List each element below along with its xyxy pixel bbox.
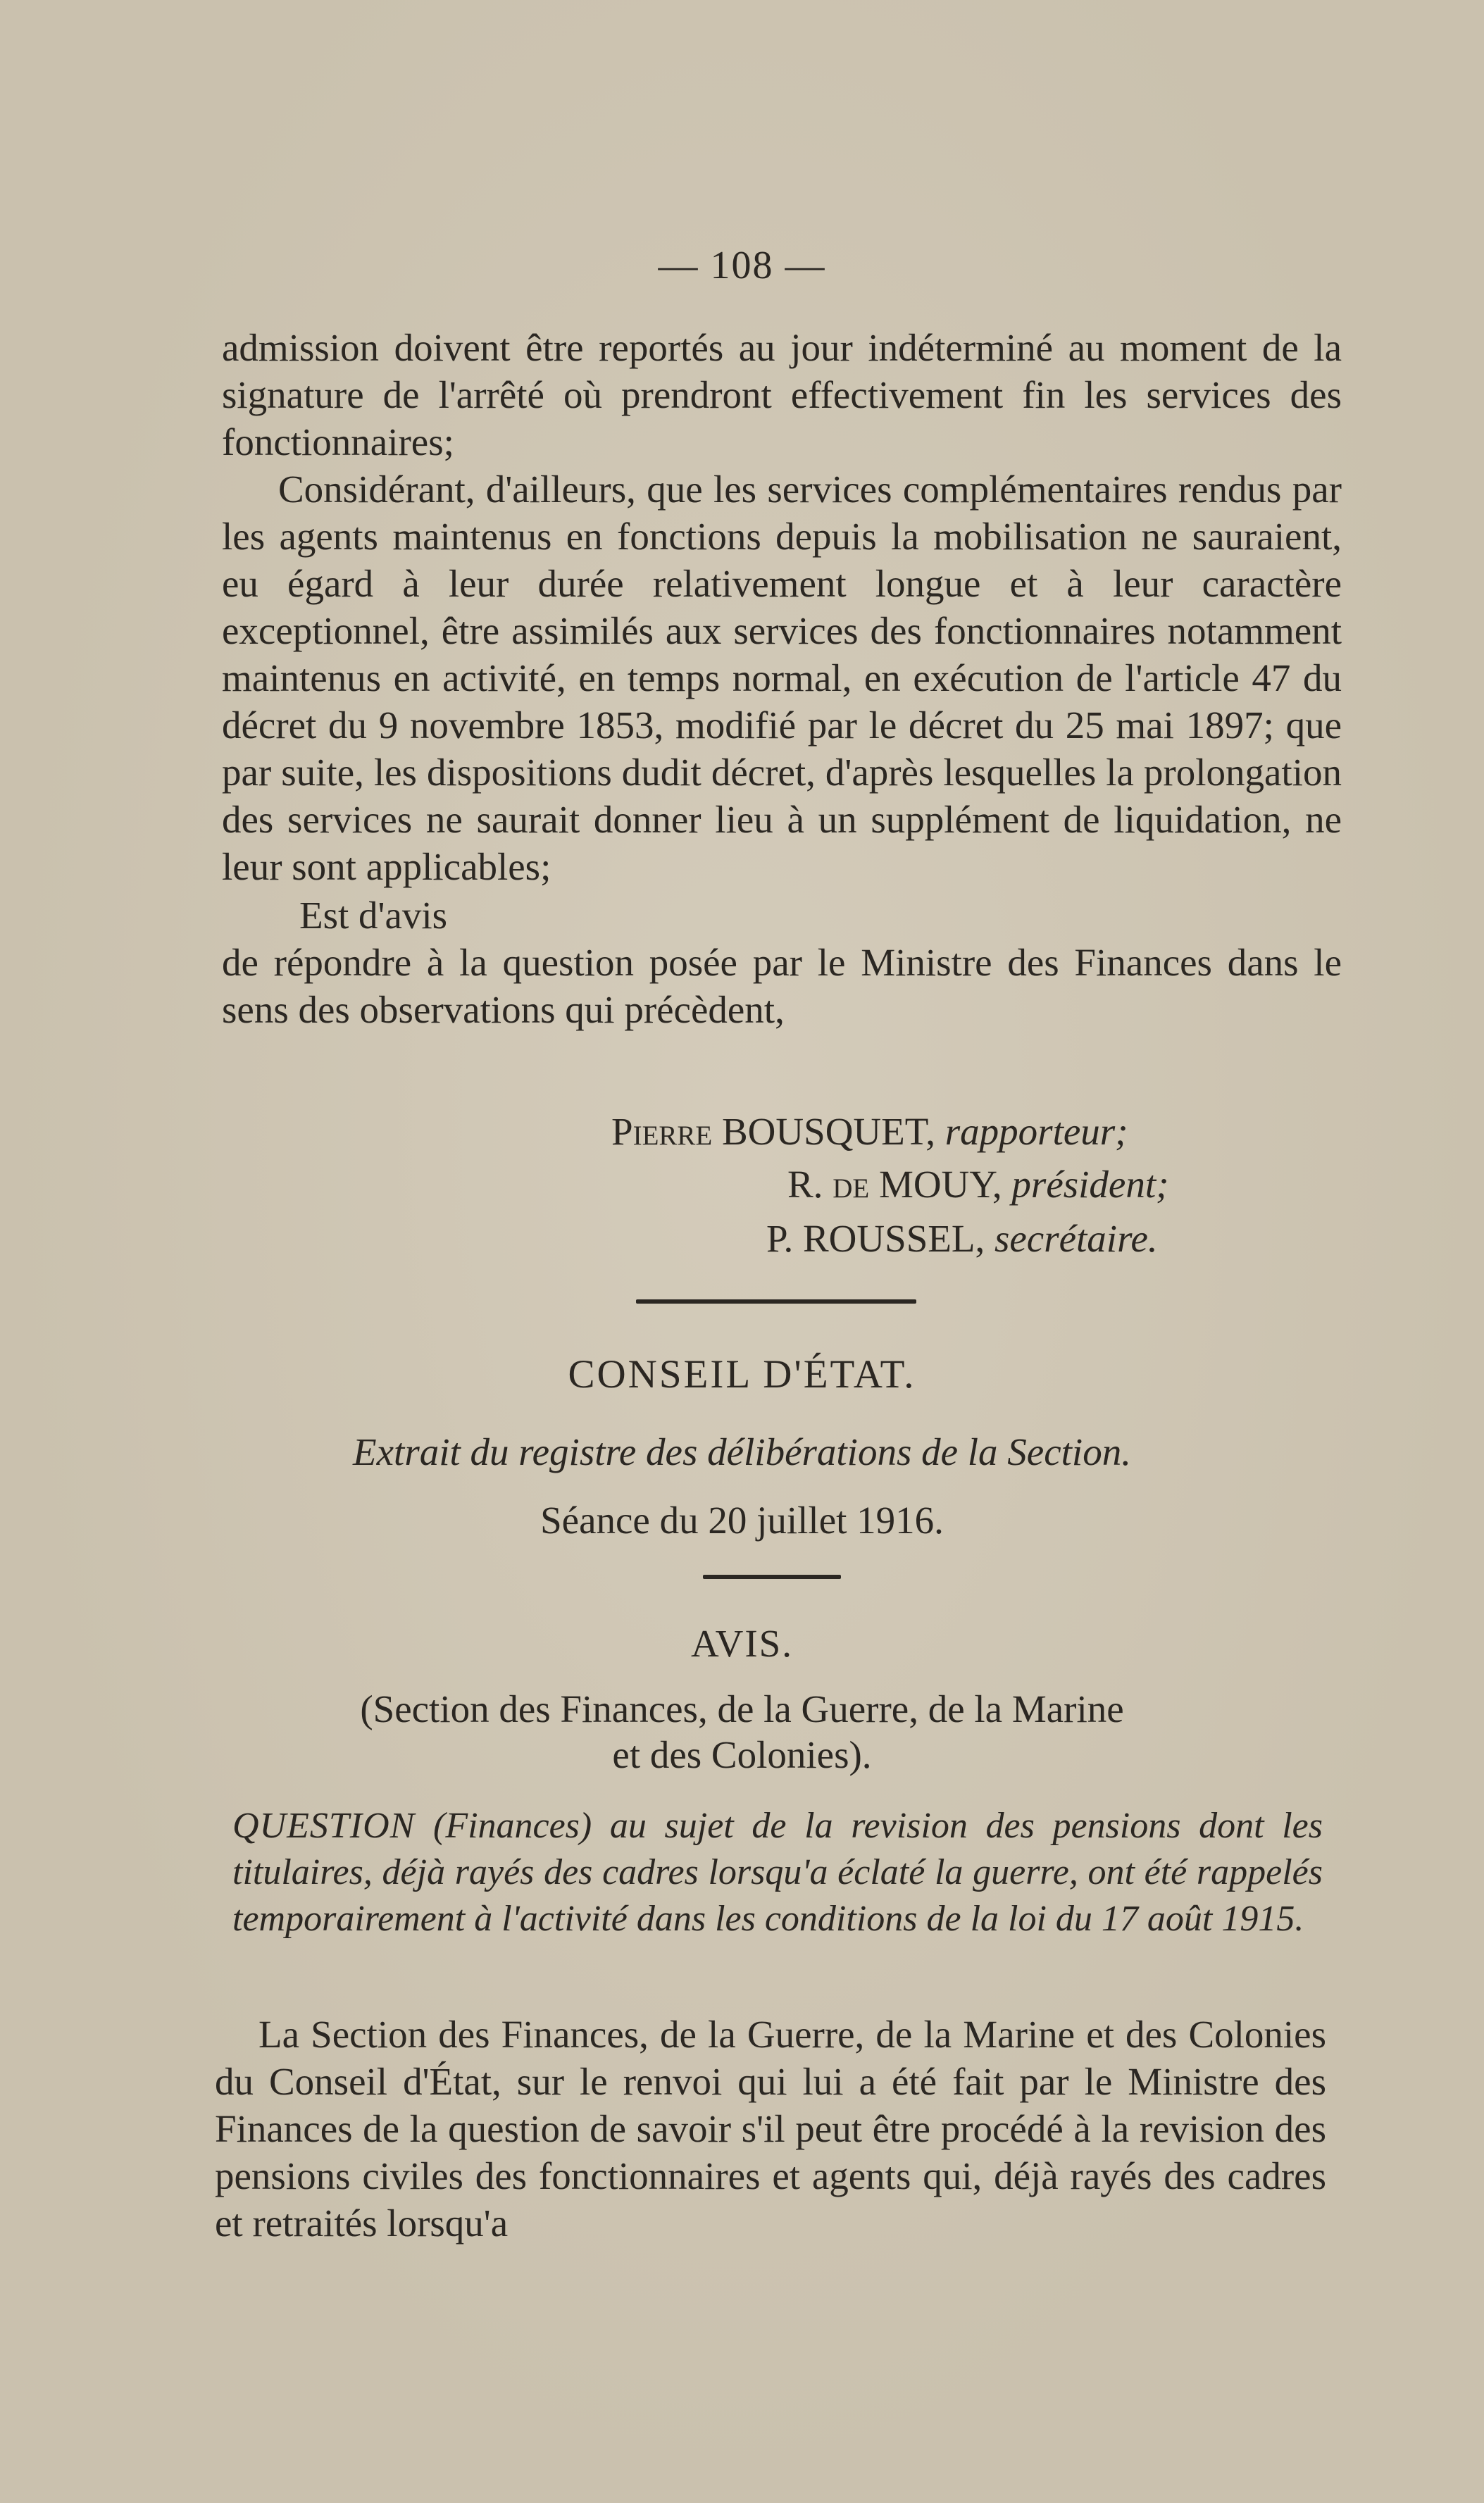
signature-secretaire — [766, 1215, 1158, 1262]
page-number: — 108 — — [658, 244, 826, 287]
signature-role: rapporteur; — [944, 1110, 1128, 1153]
section-divider-long — [636, 1299, 916, 1304]
signature-first-name: Pierre — [611, 1110, 713, 1153]
section-line-1: (Section des Finances, de la Guerre, de la Marine — [360, 1687, 1124, 1730]
signature-initial: R. — [787, 1163, 833, 1206]
signature-surname: BOUSQUET, — [712, 1110, 945, 1153]
body-text-top — [222, 324, 1342, 1033]
section-divider-short — [703, 1575, 841, 1579]
session-date: Séance du 20 juillet 1916. — [540, 1499, 944, 1542]
signature-surname: MOUY, — [869, 1163, 1012, 1206]
paragraph-admission: admission doivent être reportés au jour indéterminé au moment de la signature de l'arrêté où prendront effectivement fin les services des fonctionnaires; — [222, 326, 1342, 463]
question-text: (Finances) au sujet de la revision des pensions dont les titulaires, déjà rayés des cadres lorsqu'a éclaté la guerre, ont été rappelés temporairement à l'activité dans les conditions de la loi du 17 août 1915. — [232, 1806, 1323, 1939]
body-text-bottom — [215, 2011, 1326, 2247]
question-block — [232, 1803, 1323, 1942]
section-title: CONSEIL D'ÉTAT. — [568, 1352, 916, 1397]
paragraph-repondre: de répondre à la question posée par le Ministre des Finances dans le sens des observations qui précèdent, — [222, 941, 1342, 1031]
paragraph-section-finances: La Section des Finances, de la Guerre, de la Marine et des Colonies du Conseil d'État, sur le renvoi qui lui a été fait par le Ministre des Finances de la question de savoir s'il peut être procédé à la revision des pensions civiles des fonctionnaires et agents qui, déjà rayés des cadres et retraités lorsqu'a — [215, 2013, 1326, 2245]
avis-heading: Est d'avis — [299, 894, 448, 937]
signature-particle: de — [833, 1163, 870, 1206]
signature-role: président; — [1011, 1163, 1169, 1206]
signature-role: secrétaire. — [994, 1217, 1158, 1260]
avis-title: AVIS. — [690, 1622, 793, 1665]
signature-surname: P. ROUSSEL, — [766, 1217, 994, 1260]
question-lead: QUESTION — [232, 1806, 416, 1846]
section-subtitle: Extrait du registre des délibérations de la Section. — [353, 1430, 1131, 1473]
paragraph-considerant: Considérant, d'ailleurs, que les services complémentaires rendus par les agents maintenus en fonctions depuis la mobilisation ne sauraient, eu égard à leur durée relativement longue et à leur caractère exceptionnel, être assimilés aux services des fonctionnaires notamment maintenus en activité, en temps normal, en exécution de l'article 47 du décret du 9 novembre 1853, modifié par le décret du 25 mai 1897; que par suite, les dispositions dudit décret, d'après lesquelles la prolongation des services ne saurait donner lieu à un supplément de liquidation, ne leur sont applicables; — [222, 468, 1342, 888]
section-line-2: et des Colonies). — [612, 1733, 872, 1776]
question-paragraph — [232, 1803, 1323, 1942]
signature-president — [787, 1161, 1168, 1208]
signature-rapporteur — [611, 1108, 1128, 1155]
